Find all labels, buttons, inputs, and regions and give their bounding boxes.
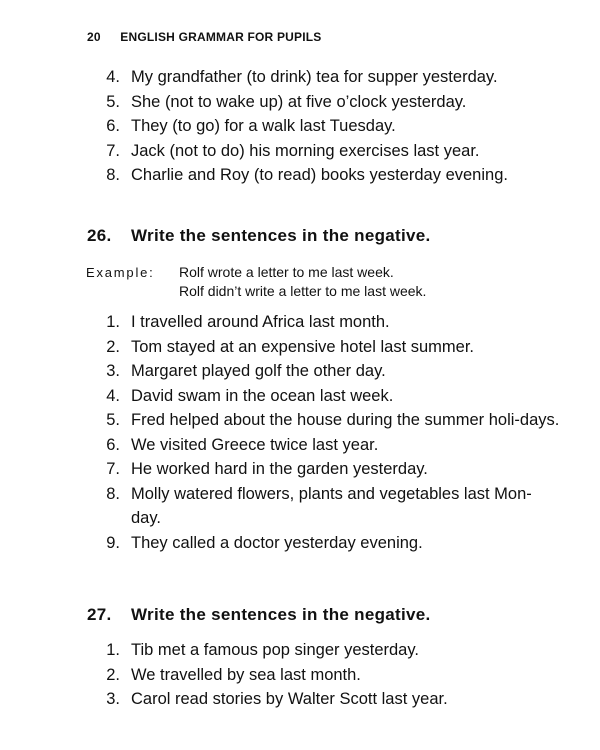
book-title: ENGLISH GRAMMAR FOR PUPILS	[120, 30, 322, 44]
exercise-number: 27.	[87, 605, 112, 624]
example-sentence: Rolf wrote a letter to me last week.	[179, 264, 394, 280]
exercise-27-list	[0, 638, 600, 712]
list-item	[0, 531, 600, 556]
item-number: 3.	[106, 690, 120, 708]
list-item	[0, 114, 600, 139]
item-number: 6.	[106, 117, 120, 135]
list-item	[0, 359, 600, 384]
list-item	[0, 663, 600, 688]
example-label: Example:	[86, 265, 155, 280]
item-number: 8.	[106, 166, 120, 184]
exercise-number: 26.	[87, 226, 112, 245]
item-text: He worked hard in the garden yesterday.	[131, 460, 428, 478]
item-number: 4.	[106, 68, 120, 86]
item-text: We visited Greece twice last year.	[131, 435, 379, 454]
list-item	[0, 163, 600, 188]
item-text: My grandfather (to drink) tea for supper yesterday.	[131, 68, 498, 86]
item-text: Carol read stories by Walter Scott last year.	[131, 690, 448, 708]
item-number: 2.	[106, 665, 120, 684]
item-text: They called a doctor yesterday evening.	[131, 533, 423, 552]
item-text: Margaret played golf the other day.	[131, 362, 386, 380]
exercise-27-heading	[87, 605, 431, 625]
item-text: I travelled around Africa last month.	[131, 313, 390, 331]
item-text: Jack (not to do) his morning exercises last year.	[131, 141, 480, 160]
list-item	[0, 457, 600, 482]
list-item	[0, 65, 600, 90]
item-number: 8.	[106, 484, 120, 503]
item-text: David swam in the ocean last week.	[131, 386, 394, 405]
item-number: 4.	[106, 386, 120, 405]
item-number: 7.	[106, 141, 120, 160]
item-text: She (not to wake up) at five o’clock yesterday.	[131, 92, 467, 111]
page-number: 20	[87, 30, 101, 44]
item-number: 7.	[106, 460, 120, 478]
item-number: 9.	[106, 533, 120, 552]
item-number: 1.	[106, 313, 120, 331]
list-item	[0, 408, 600, 433]
list-item	[0, 310, 600, 335]
item-text: Charlie and Roy (to read) books yesterday evening.	[131, 166, 508, 184]
list-item	[0, 384, 600, 409]
item-number: 6.	[106, 435, 120, 454]
exercise-26-list	[0, 310, 600, 555]
list-item	[0, 335, 600, 360]
item-number: 5.	[106, 92, 120, 111]
previous-exercise-list	[0, 65, 600, 188]
exercise-instruction: Write the sentences in the negative.	[131, 226, 431, 245]
exercise-26-heading	[87, 226, 431, 246]
item-text: Molly watered flowers, plants and vegetables last Mon-day.	[131, 484, 532, 527]
list-item	[0, 90, 600, 115]
item-text: We travelled by sea last month.	[131, 665, 361, 684]
example-answer: Rolf didn’t write a letter to me last week.	[179, 283, 427, 299]
list-item	[0, 687, 600, 712]
item-text: Tib met a famous pop singer yesterday.	[131, 641, 419, 659]
item-text: They (to go) for a walk last Tuesday.	[131, 117, 396, 135]
page-header	[87, 30, 322, 44]
item-text: Tom stayed at an expensive hotel last summer.	[131, 337, 475, 356]
item-number: 3.	[106, 362, 120, 380]
item-number: 2.	[106, 337, 120, 356]
list-item	[0, 139, 600, 164]
exercise-instruction: Write the sentences in the negative.	[131, 605, 431, 624]
item-text: Fred helped about the house during the summer holi-days.	[131, 411, 560, 429]
item-number: 5.	[106, 411, 120, 429]
list-item	[0, 482, 600, 531]
list-item	[0, 638, 600, 663]
item-number: 1.	[106, 641, 120, 659]
list-item	[0, 433, 600, 458]
